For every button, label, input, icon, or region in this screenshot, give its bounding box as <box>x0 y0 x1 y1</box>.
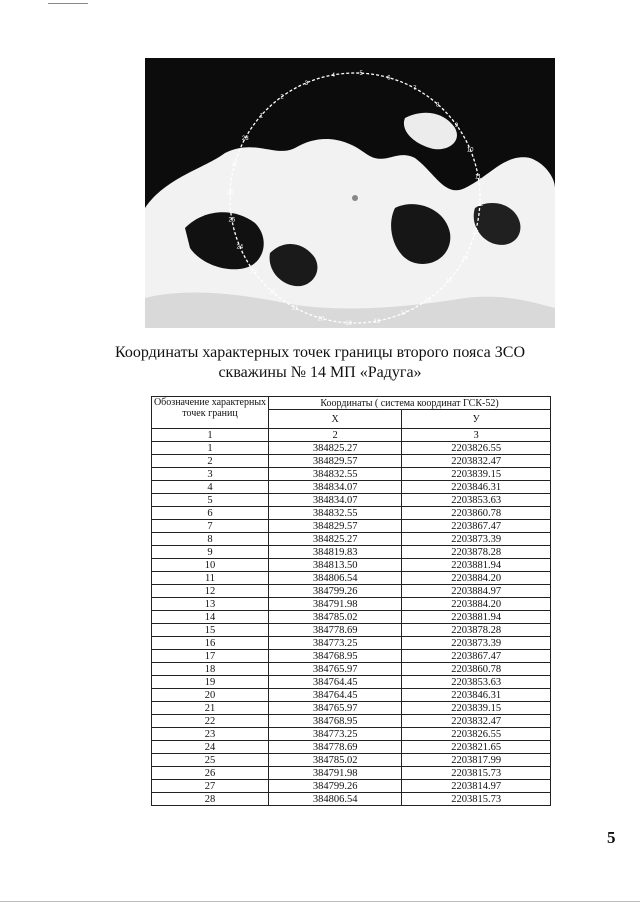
boundary-point-label: 16 <box>424 297 432 304</box>
point-number-cell: 9 <box>152 546 269 559</box>
y-coordinate-cell: 2203853.63 <box>402 494 551 507</box>
table-body <box>152 442 551 806</box>
boundary-point-label: 4 <box>331 72 335 79</box>
y-coordinate-cell: 2203839.15 <box>402 702 551 715</box>
x-coordinate-cell: 384832.55 <box>269 468 402 481</box>
table-row <box>152 663 551 676</box>
boundary-point-label: 10 <box>466 147 474 154</box>
boundary-point-label: 11 <box>474 174 482 181</box>
boundary-point-label: 7 <box>413 86 417 93</box>
table-row <box>152 481 551 494</box>
point-number-cell: 4 <box>152 481 269 494</box>
boundary-point-label: 1 <box>259 113 263 120</box>
point-number-cell: 6 <box>152 507 269 520</box>
x-coordinate-cell: 384765.97 <box>269 663 402 676</box>
x-coordinate-cell: 384791.98 <box>269 767 402 780</box>
table-row <box>152 767 551 780</box>
column-number: 1 <box>152 429 269 442</box>
table-row <box>152 442 551 455</box>
point-number-cell: 5 <box>152 494 269 507</box>
y-coordinate-cell: 2203878.28 <box>402 546 551 559</box>
x-coordinate-cell: 384825.27 <box>269 533 402 546</box>
y-coordinate-cell: 2203867.47 <box>402 520 551 533</box>
table-row <box>152 624 551 637</box>
y-coordinate-cell: 2203817.99 <box>402 754 551 767</box>
boundary-point-label: 9 <box>454 123 459 130</box>
table-row <box>152 637 551 650</box>
table-row <box>152 585 551 598</box>
x-coordinate-cell: 384799.26 <box>269 585 402 598</box>
x-coordinate-cell: 384834.07 <box>269 494 402 507</box>
point-number-cell: 17 <box>152 650 269 663</box>
boundary-point-label: 20 <box>317 316 325 323</box>
boundary-point-label: 14 <box>461 255 469 262</box>
y-coordinate-cell: 2203884.20 <box>402 598 551 611</box>
document-title <box>0 343 640 383</box>
y-coordinate-cell: 2203881.94 <box>402 611 551 624</box>
table-row <box>152 650 551 663</box>
table-row <box>152 702 551 715</box>
boundary-point-label: 27 <box>231 162 239 169</box>
point-number-cell: 22 <box>152 715 269 728</box>
boundary-point-label: 18 <box>373 319 381 326</box>
table-row <box>152 611 551 624</box>
point-number-cell: 8 <box>152 533 269 546</box>
y-coordinate-cell: 2203846.31 <box>402 481 551 494</box>
table-row <box>152 741 551 754</box>
y-coordinate-cell: 2203873.39 <box>402 637 551 650</box>
table-row <box>152 689 551 702</box>
x-coordinate-cell: 384764.45 <box>269 689 402 702</box>
boundary-point-label: 28 <box>241 136 249 143</box>
x-coordinate-cell: 384765.97 <box>269 702 402 715</box>
x-coordinate-cell: 384768.95 <box>269 650 402 663</box>
x-coordinate-cell: 384825.27 <box>269 442 402 455</box>
point-number-cell: 13 <box>152 598 269 611</box>
table-row <box>152 455 551 468</box>
point-number-cell: 10 <box>152 559 269 572</box>
y-coordinate-cell: 2203860.78 <box>402 663 551 676</box>
column-number: 3 <box>402 429 551 442</box>
header-coordinates: Координаты ( система координат ГСК-52) <box>269 397 551 410</box>
table-row <box>152 715 551 728</box>
y-coordinate-cell: 2203884.97 <box>402 585 551 598</box>
scan-edge-mark <box>0 901 640 902</box>
boundary-point-label: 3 <box>304 80 309 87</box>
boundary-point-label: 25 <box>228 217 236 224</box>
table-column-numbers-row <box>152 429 551 442</box>
point-number-cell: 14 <box>152 611 269 624</box>
y-coordinate-cell: 2203826.55 <box>402 728 551 741</box>
point-number-cell: 28 <box>152 793 269 806</box>
x-coordinate-cell: 384773.25 <box>269 728 402 741</box>
y-coordinate-cell: 2203873.39 <box>402 533 551 546</box>
y-coordinate-cell: 2203814.97 <box>402 780 551 793</box>
x-coordinate-cell: 384778.69 <box>269 741 402 754</box>
x-coordinate-cell: 384768.95 <box>269 715 402 728</box>
y-coordinate-cell: 2203884.20 <box>402 572 551 585</box>
x-coordinate-cell: 384832.55 <box>269 507 402 520</box>
y-coordinate-cell: 2203832.47 <box>402 455 551 468</box>
table-row <box>152 507 551 520</box>
aerial-photo-with-boundary-icon <box>145 58 555 328</box>
point-number-cell: 20 <box>152 689 269 702</box>
y-coordinate-cell: 2203821.65 <box>402 741 551 754</box>
header-x: X <box>269 410 402 429</box>
table-row <box>152 546 551 559</box>
table-row <box>152 676 551 689</box>
x-coordinate-cell: 384799.26 <box>269 780 402 793</box>
table-row <box>152 468 551 481</box>
boundary-point-label: 26 <box>226 189 234 196</box>
header-point-designation: Обозначение характерных точек границ <box>152 397 269 429</box>
table-row <box>152 533 551 546</box>
table-row <box>152 754 551 767</box>
boundary-point-label: 2 <box>280 94 284 101</box>
y-coordinate-cell: 2203881.94 <box>402 559 551 572</box>
point-number-cell: 26 <box>152 767 269 780</box>
boundary-point-label: 24 <box>236 244 244 251</box>
point-number-cell: 21 <box>152 702 269 715</box>
x-coordinate-cell: 384813.50 <box>269 559 402 572</box>
x-coordinate-cell: 384785.02 <box>269 611 402 624</box>
boundary-point-label: 19 <box>345 320 353 327</box>
boundary-point-label: 12 <box>476 202 484 209</box>
page-number: 5 <box>607 828 616 847</box>
table-row <box>152 494 551 507</box>
boundary-point-label: 15 <box>445 278 453 285</box>
boundary-point-label: 23 <box>250 268 257 275</box>
x-coordinate-cell: 384806.54 <box>269 793 402 806</box>
table-row <box>152 780 551 793</box>
y-coordinate-cell: 2203867.47 <box>402 650 551 663</box>
point-number-cell: 1 <box>152 442 269 455</box>
boundary-point-label: 5 <box>359 71 363 78</box>
y-coordinate-cell: 2203832.47 <box>402 715 551 728</box>
point-number-cell: 27 <box>152 780 269 793</box>
point-number-cell: 24 <box>152 741 269 754</box>
aerial-photo <box>145 58 555 328</box>
title-line-2: скважины № 14 МП «Радуга» <box>218 364 422 381</box>
scan-edge-mark <box>48 3 88 4</box>
x-coordinate-cell: 384785.02 <box>269 754 402 767</box>
y-coordinate-cell: 2203839.15 <box>402 468 551 481</box>
x-coordinate-cell: 384834.07 <box>269 481 402 494</box>
boundary-point-label: 22 <box>268 289 276 296</box>
table-header-row <box>152 397 551 410</box>
y-coordinate-cell: 2203853.63 <box>402 676 551 689</box>
point-number-cell: 15 <box>152 624 269 637</box>
y-coordinate-cell: 2203878.28 <box>402 624 551 637</box>
y-coordinate-cell: 2203815.73 <box>402 767 551 780</box>
x-coordinate-cell: 384773.25 <box>269 637 402 650</box>
x-coordinate-cell: 384806.54 <box>269 572 402 585</box>
x-coordinate-cell: 384764.45 <box>269 676 402 689</box>
point-number-cell: 18 <box>152 663 269 676</box>
x-coordinate-cell: 384829.57 <box>269 455 402 468</box>
boundary-point-label: 13 <box>471 229 479 236</box>
y-coordinate-cell: 2203860.78 <box>402 507 551 520</box>
boundary-point-label: 17 <box>400 311 407 318</box>
coordinates-table <box>151 396 551 806</box>
point-number-cell: 2 <box>152 455 269 468</box>
table-row <box>152 793 551 806</box>
boundary-point-label: 6 <box>387 75 391 82</box>
point-number-cell: 23 <box>152 728 269 741</box>
y-coordinate-cell: 2203846.31 <box>402 689 551 702</box>
point-number-cell: 19 <box>152 676 269 689</box>
x-coordinate-cell: 384819.83 <box>269 546 402 559</box>
point-number-cell: 3 <box>152 468 269 481</box>
y-coordinate-cell: 2203815.73 <box>402 793 551 806</box>
boundary-point-label: 21 <box>291 305 299 312</box>
y-coordinate-cell: 2203826.55 <box>402 442 551 455</box>
table-row <box>152 598 551 611</box>
point-number-cell: 25 <box>152 754 269 767</box>
x-coordinate-cell: 384778.69 <box>269 624 402 637</box>
table-row <box>152 520 551 533</box>
table-row <box>152 728 551 741</box>
point-number-cell: 12 <box>152 585 269 598</box>
point-number-cell: 16 <box>152 637 269 650</box>
column-number: 2 <box>269 429 402 442</box>
boundary-point-label: 8 <box>436 102 440 109</box>
table-row <box>152 572 551 585</box>
x-coordinate-cell: 384791.98 <box>269 598 402 611</box>
x-coordinate-cell: 384829.57 <box>269 520 402 533</box>
title-line-1: Координаты характерных точек границы второго пояса ЗСО <box>114 344 526 361</box>
point-number-cell: 7 <box>152 520 269 533</box>
header-y: У <box>402 410 551 429</box>
table-row <box>152 559 551 572</box>
point-number-cell: 11 <box>152 572 269 585</box>
